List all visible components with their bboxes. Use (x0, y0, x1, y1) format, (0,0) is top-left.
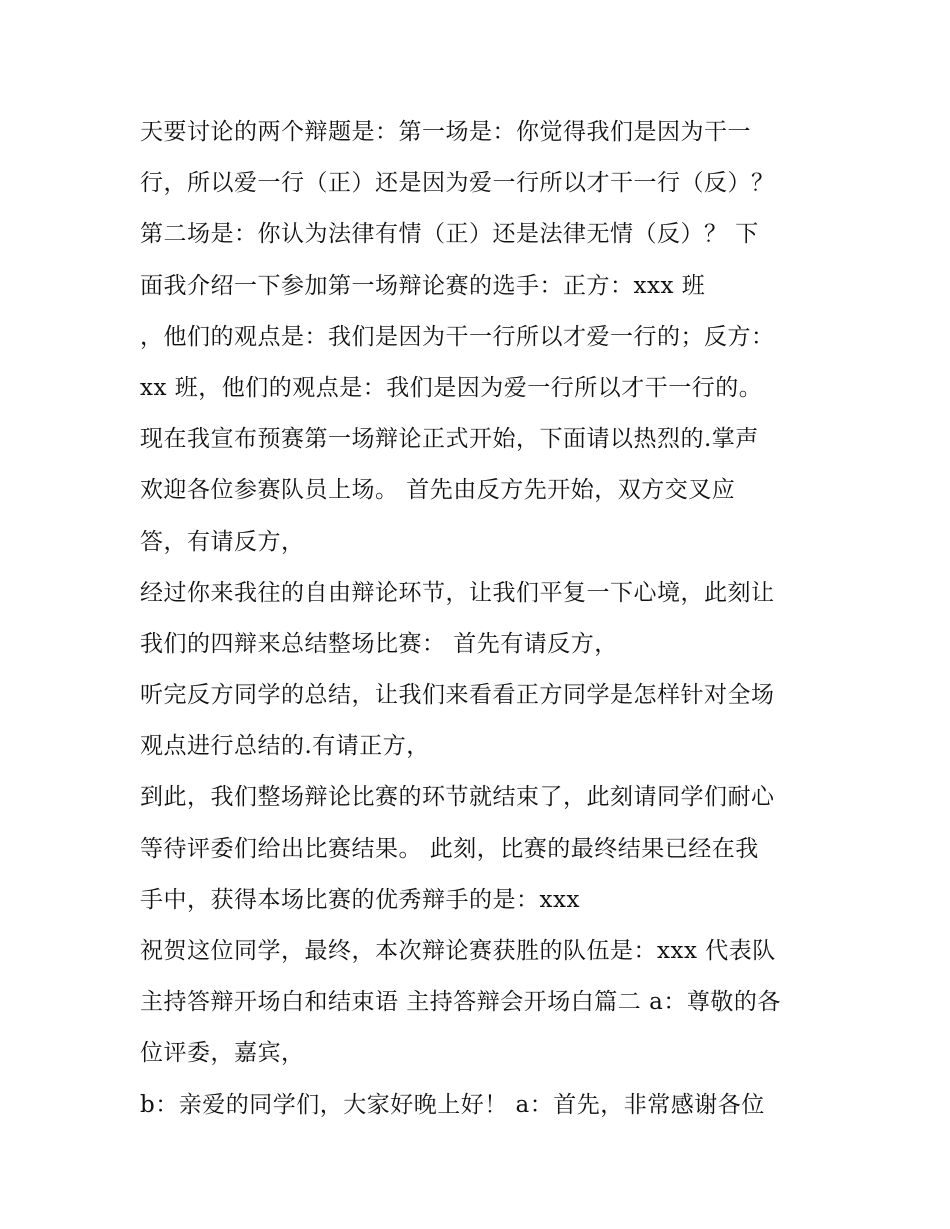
text-line: 答，有请反方， (140, 528, 305, 555)
text-line: 等待评委们给出比赛结果。 此刻，比赛的最终结果已经在我 (140, 835, 759, 862)
document-body (140, 107, 830, 1131)
text-line: 祝贺这位同学，最终，本次辩论赛获胜的队伍是：xxx 代表队 (140, 938, 776, 964)
text-line: 行，所以爱一行（正）还是因为爱一行所以才干一行（反）？ (140, 170, 775, 197)
text-line: 听完反方同学的总结，让我们来看看正方同学是怎样针对全场 (140, 682, 775, 709)
text-line: 第二场是：你认为法律有情（正）还是法律无情（反）？ 下 (140, 221, 759, 248)
text-line: 欢迎各位参赛队员上场。 首先由反方先开始，双方交叉应 (140, 477, 736, 504)
text-line: 主持答辩开场白和结束语 主持答辩会开场白篇二 a：尊敬的各 (140, 989, 781, 1016)
text-line: 我们的四辩来总结整场比赛： 首先有请反方， (140, 630, 618, 657)
text-line: 现在我宣布预赛第一场辩论正式开始，下面请以热烈的.掌声 (140, 426, 759, 453)
text-line: 经过你来我往的自由辩论环节，让我们平复一下心境，此刻让 (140, 579, 775, 606)
text-line: xx 班，他们的观点是：我们是因为爱一行所以才干一行的。 (140, 374, 763, 401)
text-line: 手中，获得本场比赛的优秀辩手的是：xxx (140, 886, 580, 913)
text-line: b：亲爱的同学们，大家好晚上好！ a：首先，非常感谢各位 (140, 1091, 765, 1118)
text-line: 观点进行总结的.有请正方， (140, 733, 430, 760)
text-line: 天要讨论的两个辩题是：第一场是：你觉得我们是因为干一 (140, 119, 751, 145)
text-line: 到此，我们整场辩论比赛的环节就结束了，此刻请同学们耐心 (140, 784, 775, 811)
text-line: 面我介绍一下参加第一场辩论赛的选手：正方：xxx 班 (140, 272, 706, 299)
text-line: 位评委，嘉宾， (140, 1040, 305, 1067)
text-line: ，他们的观点是：我们是因为干一行所以才爱一行的；反方： (140, 323, 775, 350)
